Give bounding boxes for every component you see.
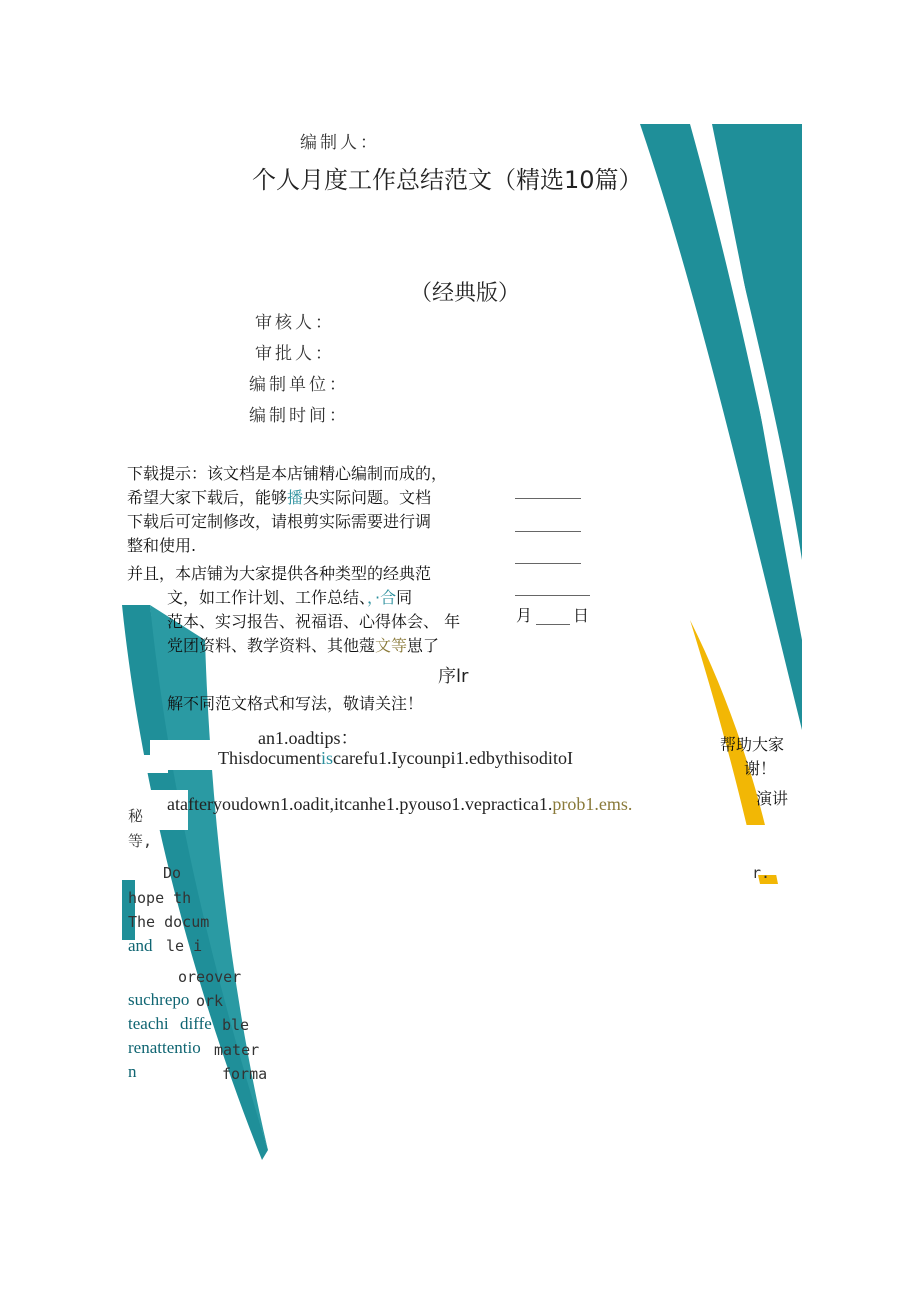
notice-line-2 xyxy=(127,486,431,510)
left-fragment-6b: le i xyxy=(166,937,203,955)
english-line-2-b: is xyxy=(320,748,333,768)
notice-line-7: 范本、实习报告、祝福语、心得体会、 年 xyxy=(167,612,461,631)
notice-line-4: 整和使用. xyxy=(127,536,197,555)
compiler-label: 编制人： xyxy=(300,133,380,153)
english-line-3-b: prob1.ems. xyxy=(552,794,633,814)
left-fragment-4: hope th xyxy=(128,889,192,907)
left-fragment-8b: ork xyxy=(196,992,224,1010)
notice-line-6 xyxy=(167,586,412,610)
unit-label: 编制单位： xyxy=(249,375,349,395)
mask-strip-2 xyxy=(128,755,168,773)
right-fragment-4: r. xyxy=(752,864,771,882)
left-fragment-8: suchrepo xyxy=(128,990,190,1009)
reviewer-label: 审核人： xyxy=(255,313,335,333)
edition-label: （经典版） xyxy=(410,281,521,306)
time-label: 编制时间： xyxy=(249,406,349,426)
approver-label: 审批人： xyxy=(255,344,335,364)
notice-line-5: 并且，本店铺为大家提供各种类型的经典范 xyxy=(127,564,432,583)
notice-line-2-b: 播 xyxy=(287,488,304,507)
left-fragment-11b: forma xyxy=(222,1065,268,1083)
notice-line-10: 解不同范文格式和写法，敬请关注！ xyxy=(167,694,424,713)
left-fragment-2: 等, xyxy=(128,832,153,850)
date-day-blank xyxy=(536,624,570,625)
signature-line-3 xyxy=(515,563,581,564)
left-fragment-1: 秘 xyxy=(128,807,144,825)
notice-line-6-b: ，·合 xyxy=(367,588,397,607)
notice-line-6-a: 文，如工作计划、工作总结、 xyxy=(167,588,368,607)
english-line-2-c: carefu1.Iycounpi1.edbythisoditoI xyxy=(333,748,573,768)
english-line-2 xyxy=(218,748,573,769)
left-fragment-5: The docum xyxy=(128,913,210,931)
left-fragment-3: Do xyxy=(163,864,182,882)
english-line-3 xyxy=(167,794,632,815)
notice-line-6-c: 同 xyxy=(396,588,413,607)
notice-line-8-a: 党团资料、教学资料、其他蔻 xyxy=(167,636,376,655)
notice-line-1: 下载提示：该文档是本店铺精心编制而成的， xyxy=(127,464,448,483)
english-line-2-a: Thisdocument xyxy=(218,748,321,768)
left-fragment-10b: mater xyxy=(214,1041,260,1059)
notice-line-9: 序lr xyxy=(438,666,469,687)
left-fragment-10: renattentio xyxy=(128,1038,201,1057)
right-fragment-2: 谢！ xyxy=(744,759,777,778)
document-title: 个人月度工作总结范文（精选10篇） xyxy=(252,166,643,194)
left-fragment-11: n xyxy=(128,1062,137,1081)
date-month: 月 xyxy=(516,606,533,625)
right-fragment-1: 帮助大家 xyxy=(720,735,785,754)
signature-line-4 xyxy=(515,595,590,596)
notice-line-8-c: 崽了 xyxy=(407,636,440,655)
right-fragment-3: 演讲 xyxy=(756,789,789,808)
signature-line-2 xyxy=(515,531,581,532)
notice-line-8 xyxy=(167,634,439,658)
left-fragment-7: oreover xyxy=(178,968,242,986)
english-line-1: an1.oadtips： xyxy=(258,728,359,748)
notice-line-2-c: 央实际问题。文档 xyxy=(303,488,432,507)
notice-line-2-a: 希望大家下载后，能够 xyxy=(127,488,288,507)
signature-line-1 xyxy=(515,498,581,499)
notice-line-3: 下载后可定制修改，请根剪实际需要进行调 xyxy=(127,512,432,531)
english-line-3-a: atafteryoudown1.oadit,itcanhe1.pyouso1.vepractica1. xyxy=(167,794,553,814)
notice-line-8-b: 文等 xyxy=(375,636,408,655)
left-fragment-9: teachi xyxy=(128,1014,169,1033)
date-day: 日 xyxy=(573,606,590,625)
left-fragment-9b: diffe xyxy=(180,1014,212,1033)
left-fragment-9c: ble xyxy=(222,1016,250,1034)
left-fragment-6: and xyxy=(128,936,153,955)
